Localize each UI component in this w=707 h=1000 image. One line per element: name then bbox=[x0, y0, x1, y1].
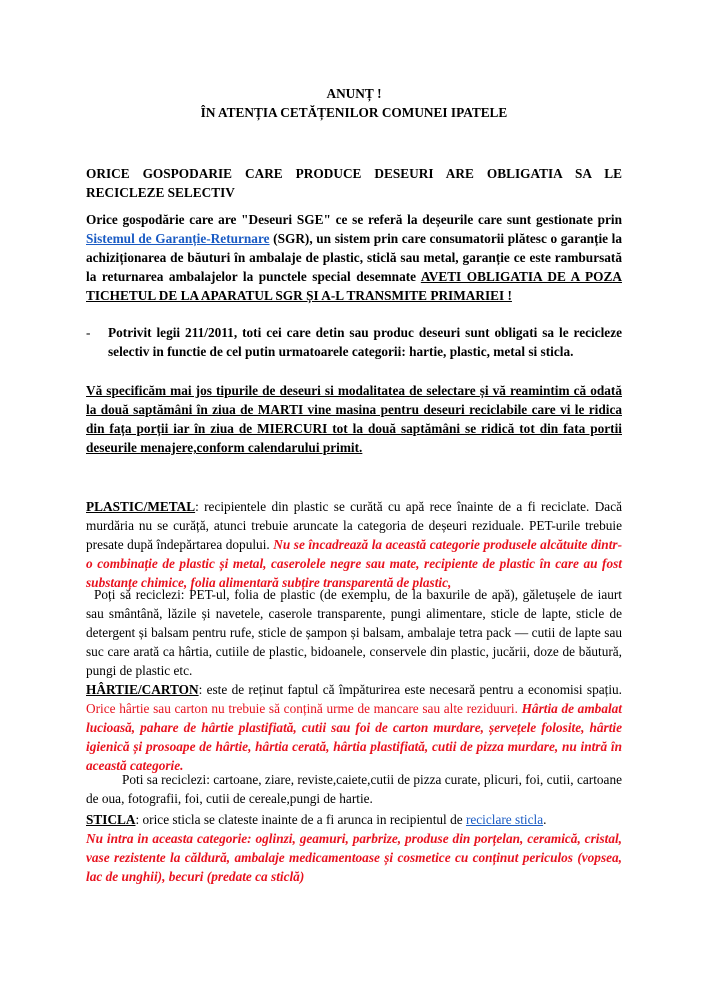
glass-label: STICLA bbox=[86, 812, 136, 827]
glass-text: : orice sticla se clateste inainte de a fi arunca in recipientul de bbox=[135, 812, 466, 827]
schedule-paragraph: Vă specificăm mai jos tipurile de deseuri si modalitatea de selectare și vă reamintim că odată la două saptămâni în ziua de MARTI vine masina pentru deseuri reciclabile care vi le ridica din fața porții iar în ziua de MIERCURI tot la două saptămâni se ridică tot din fata portii deseurile menajere,conform calendarului primit. bbox=[86, 383, 622, 455]
plastic-recycle: Poți să reciclezi: PET-ul, folia de plastic (de exemplu, de la baxurile de apă), găletușele de iaurt sau smântână, lăzile și navetele, caserole transparente, pungi alimentare, sticle de lapte, sticle de detergent și balsam pentru rufe, sticle de șampon și balsam, ambalaje tetra pack — cutii de lapte sau suc care arată ca hârtia, cutiile de plastic, bidoanele, conservele din plastic, jucării, doze de băutură, pungi de plastic etc. bbox=[86, 587, 622, 678]
heading-line-2: ÎN ATENȚIA CETĂȚENILOR COMUNEI IPATELE bbox=[200, 105, 508, 120]
sgr-paragraph bbox=[86, 210, 622, 305]
law-bullet-text: Potrivit legii 211/2011, toti cei care detin sau produc deseuri sunt obligati sa le recicleze selectiv in functie de cel putin urmatoarele categorii: hartie, plastic, metal si sticla. bbox=[108, 325, 622, 359]
paper-label: HÂRTIE/CARTON bbox=[86, 682, 199, 697]
glass-warning: Nu intra in aceasta categorie: oglinzi, geamuri, parbrize, produse din porțelan, ceramică, cristal, vase rezistente la căldură, ambalaje medicamentoase și cosmetice cu conținut periculos (vopsea, lac de unghii), becuri (predate ca sticlă) bbox=[86, 831, 622, 884]
plastic-label: PLASTIC/METAL bbox=[86, 499, 196, 514]
bullet-dash: - bbox=[86, 325, 91, 340]
law-bullet bbox=[86, 323, 622, 361]
plastic-paragraph bbox=[86, 497, 622, 592]
paper-warning: Hârtia de ambalat lucioasă, pahare de hârtie plastifiată, cutii sau foi de carton murdare, șervețele folosite, hârtie igienică și prosoape de hârtie, hârtia cerată, hârtia plastifiată, cutii de pizza murdare, nu intră în această categorie. bbox=[86, 701, 622, 773]
sgr-text-2: (SGR), un sistem prin care consumatorii plătesc o garanție la achiziționarea de băuturi în ambalaje de plastic, sticlă sau metal, garanție ce este rambursată la returnarea ambalajelor la punctele special desemnate bbox=[86, 231, 622, 284]
sgr-text-1: Orice gospodărie care are "Deseuri SGE" ce se referă la deșeurile care sunt gestionate prin bbox=[86, 212, 622, 227]
glass-paragraph bbox=[86, 810, 622, 886]
heading-line-1: ANUNȚ ! bbox=[326, 86, 382, 101]
intro-title: ORICE GOSPODARIE CARE PRODUCE DESEURI ARE OBLIGATIA SA LE RECICLEZE SELECTIV bbox=[86, 166, 622, 200]
paper-red-note: Orice hârtie sau carton nu trebuie să conțină urme de mancare sau alte reziduuri. bbox=[86, 701, 522, 716]
glass-end: . bbox=[543, 812, 547, 827]
plastic-warning: Nu se încadrează la această categorie produsele alcătuite dintr-o combinație de plastic și metal, caserolele negre sau mate, recipiente de plastic în care au fost substanțe chimice, folia alimentară subțire transparentă de plastic, bbox=[86, 537, 622, 590]
plastic-text: : recipientele din plastic se curătă cu apă rece înainte de a fi reciclate. Dacă murdăria nu se curăță, atunci trebuie aruncate la categoria de deșeuri reziduale. PET-urile trebuie presate după îndepărtarea dopului. bbox=[86, 499, 622, 552]
sgr-link[interactable]: Sistemul de Garanție-Returnare bbox=[86, 231, 270, 246]
announcement-heading bbox=[86, 84, 622, 122]
sgr-obligation: AVETI OBLIGATIA DE A POZA TICHETUL DE LA APARATUL SGR ȘI A-L TRANSMITE PRIMARIEI ! bbox=[86, 269, 622, 303]
glass-link[interactable]: reciclare sticla bbox=[465, 812, 544, 827]
paper-text: : este de reținut faptul că împăturirea este necesară pentru a economisi spațiu. bbox=[198, 682, 622, 697]
paper-recycle: Poti sa reciclezi: cartoane, ziare, reviste,caiete,cutii de pizza curate, plicuri, foi, cutii, cartoane de oua, fotografii, foi, cutii de cereale,pungi de hartie. bbox=[86, 772, 622, 806]
paper-paragraph bbox=[86, 680, 622, 775]
